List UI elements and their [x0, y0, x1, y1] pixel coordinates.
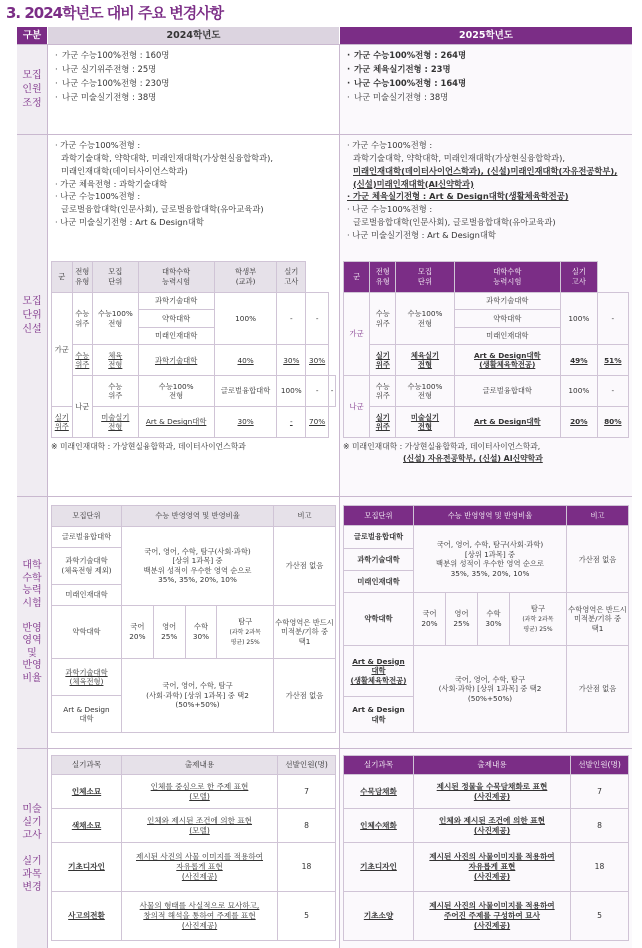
th: 모집단위 [52, 506, 122, 527]
cell: 미래인재대학 [454, 327, 561, 345]
cell [414, 593, 446, 645]
cell-na: 나군 [344, 376, 370, 438]
art-count: 8 [571, 809, 629, 843]
new-unit-line: · 나군 수능100%전형 : [347, 204, 433, 215]
v: 25% [161, 631, 178, 641]
art-count: 5 [278, 892, 336, 941]
cell: 과학기술대학 [138, 292, 214, 310]
note-2025 [343, 441, 629, 464]
th: 출제내용 [414, 756, 571, 775]
unit-table-header: 전형 유형 [72, 262, 93, 293]
cell: 30% [277, 345, 306, 376]
cell: 수학영역은 반드시 미적분/기하 중 택1 [274, 605, 336, 659]
art-row [344, 892, 629, 941]
cell: 글로벌융합대학 [52, 526, 122, 547]
art-row [344, 775, 629, 809]
cell: 국어, 영어, 수학, 탐구(사회·과학) [상위 1과목] 중 백분위 성적이 우수한 영역 순으로 35%, 35%, 20%, 10% [414, 526, 567, 593]
v: 30% [485, 618, 502, 628]
e: 영어 [454, 609, 469, 619]
cell [509, 593, 566, 645]
t: 탐구 [530, 604, 546, 614]
cell: 100% [561, 376, 598, 407]
v: (과학 2과목 평균) 25% [229, 628, 261, 646]
cell: 국어, 영어, 수학, 탐구 (사회·과학) [상위 1과목] 중 택2 (50%+50%) [122, 659, 274, 733]
cell: 국어, 영어, 수학, 탐구 (사회·과학) [상위 1과목] 중 택2 (50%+50%) [414, 645, 567, 732]
note-2025-line1: ※ 미래인재대학 : 가상현실융합학과, 데이터사이언스학과, [343, 442, 541, 451]
quota-item: · 나군 미술실기전형 : 38명 [346, 91, 626, 105]
cell [185, 605, 217, 659]
unit-table-header: 모집 단위 [93, 262, 139, 293]
page-title: 3. 2024학년도 대비 주요 변경사항 [6, 4, 224, 22]
unit-table-2024 [51, 261, 336, 438]
v: 25% [453, 618, 470, 628]
cell: 80% [597, 407, 628, 438]
cell: - [329, 376, 336, 407]
v: 20% [129, 631, 146, 641]
header-2025: 2025학년도 [339, 27, 632, 44]
new-unit-line: · 가군 체육전형 : 과학기술대학 [55, 178, 168, 189]
art-table-2024 [51, 755, 336, 941]
cell: - [277, 292, 306, 345]
unit-table-header: 실기 고사 [277, 262, 306, 293]
cell [477, 593, 509, 645]
art-content: 제시된 사진의 사물 이미지를 적용하여 자유롭게 표현 (사진제공) [122, 843, 278, 892]
art-table-2025 [343, 755, 629, 941]
art-count: 5 [571, 892, 629, 941]
art-exam-2025 [339, 748, 632, 948]
cell: 과학기술대학 [344, 548, 414, 570]
cell-ga: 가군 [344, 292, 370, 375]
unit-table-header: 군 [344, 262, 370, 293]
cell: 가산점 없음 [274, 526, 336, 605]
cell: Art & Design 대학 [344, 697, 414, 733]
cell: 약학대학 [454, 310, 561, 328]
art-subject: 수묵담채화 [344, 775, 414, 809]
cell: 70% [306, 407, 329, 438]
quota-item: · 가군 수능100%전형 : 160명 [54, 49, 333, 63]
cell: 미래인재대학 [138, 327, 214, 345]
art-row [52, 809, 336, 843]
cell: 30% [214, 407, 277, 438]
unit-table-header: 전형 유형 [370, 262, 396, 293]
new-unit-line: 과학기술대학, 약학대학, 미래인재대학(가상현실융합학과), [61, 152, 274, 163]
cell: 약학대학 [138, 310, 214, 328]
header-category: 구분 [17, 27, 47, 44]
cell: 가산점 없음 [274, 659, 336, 733]
quota-2025 [339, 44, 632, 134]
cell: 국어, 영어, 수학, 탐구(사회·과학) [상위 1과목] 중 백분위 성적이 우수한 영역 순으로 35%, 35%, 20%, 10% [122, 526, 274, 605]
art-subject: 기초디자인 [52, 843, 122, 892]
cell: 실기 위주 [370, 407, 396, 438]
cell: - [597, 376, 628, 407]
new-unit-line: 과학기술대학, 약학대학, 미래인재대학(가상현실융합학과), [353, 152, 566, 163]
cell [122, 605, 154, 659]
th: 선발인원(명) [278, 756, 336, 775]
cell: Art & Design대학 [138, 407, 214, 438]
art-count: 7 [278, 775, 336, 809]
th: 수능 반영영역 및 반영비율 [414, 506, 567, 526]
cell: 미술실기 전형 [93, 407, 139, 438]
row-label-new-units: 모집 단위 신설 [17, 134, 47, 496]
art-subject: 기초디자인 [344, 843, 414, 892]
art-subject: 인체소묘 [52, 775, 122, 809]
cell: 수능100% 전형 [396, 292, 454, 345]
v: (과학 2과목 평균) 25% [522, 615, 554, 633]
cell-na: 나군 [72, 376, 93, 438]
quota-item: · 나군 수능100%전형 : 230명 [54, 77, 333, 91]
cell: 가산점 없음 [567, 526, 629, 593]
cell: 수능 위주 [93, 376, 139, 407]
cell: 40% [214, 345, 277, 376]
k: 국어 [422, 609, 437, 619]
new-unit-line: · 나군 미술실기전형 : Art & Design대학 [55, 217, 204, 228]
cell: 수학영역은 반드시 미적분/기하 중 택1 [567, 593, 629, 645]
csat-2025 [339, 496, 632, 748]
cell: - [306, 376, 329, 407]
th: 선발인원(명) [571, 756, 629, 775]
cell: Art & Design대학 (생활체육학전공) [454, 345, 561, 376]
art-subject: 사고의전환 [52, 892, 122, 941]
cell: 100% [277, 376, 306, 407]
csat-table-2024 [51, 505, 336, 733]
cell: Art & Design 대학 [52, 696, 122, 733]
cell [153, 605, 185, 659]
art-row [52, 843, 336, 892]
v: 20% [421, 618, 438, 628]
art-row [344, 843, 629, 892]
new-unit-line: 글로벌융합대학(인문사회), 글로벌융합대학(유아교육과) [61, 204, 264, 215]
csat-table-2025 [343, 505, 629, 733]
th: 수능 반영영역 및 반영비율 [122, 506, 274, 527]
th: 비고 [567, 506, 629, 526]
cell: - [277, 407, 306, 438]
art-subject: 색채소묘 [52, 809, 122, 843]
cell: - [306, 292, 329, 345]
cell: 미래인재대학 [344, 570, 414, 592]
csat-2024 [47, 496, 339, 748]
art-subject: 인체수채화 [344, 809, 414, 843]
quota-item: · 가군 체육실기전형 : 23명 [346, 63, 626, 77]
cell: 49% [561, 345, 598, 376]
note-2024: ※ 미래인재대학 : 가상현실융합학과, 데이터사이언스학과 [51, 442, 246, 451]
cell: 100% [561, 292, 598, 345]
art-content: 사물의 형태를 사실적으로 묘사하고, 창의적 해석을 통하여 주제를 표현 (사진제공) [122, 892, 278, 941]
m: 수학 [486, 609, 501, 619]
note-2025-line2: (신설) 자유전공학부, (신설) AI신약학과 [403, 453, 543, 463]
art-count: 8 [278, 809, 336, 843]
cell: 100% [214, 292, 277, 345]
cell: 체육 전형 [93, 345, 139, 376]
cell: 체육실기 전형 [396, 345, 454, 376]
cell [217, 605, 274, 659]
cell: Art & Design대학 [454, 407, 561, 438]
quota-item: · 나군 실기위주전형 : 25명 [54, 63, 333, 77]
cell: 글로벌융합대학 [214, 376, 277, 407]
th: 출제내용 [122, 756, 278, 775]
cell: 30% [306, 345, 329, 376]
quota-2024 [47, 44, 339, 134]
cell [445, 593, 477, 645]
cell: 수능 위주 [72, 292, 93, 345]
e: 영어 [162, 622, 177, 632]
cell: 20% [561, 407, 598, 438]
row-label-art-exam: 미술 실기 고사 실기 과목 변경 [17, 748, 47, 948]
cell: 실기 위주 [370, 345, 396, 376]
new-unit-line: (신설)미래인재대학(AI신약학과) [353, 178, 474, 189]
art-count: 7 [571, 775, 629, 809]
th: 실기과목 [344, 756, 414, 775]
art-content: 인체와 제시된 조건에 의한 표현 (사진제공) [414, 809, 571, 843]
art-exam-2024 [47, 748, 339, 948]
cell: 수능100% 전형 [138, 376, 214, 407]
cell: 약학대학 [344, 593, 414, 645]
header-2024: 2024학년도 [47, 27, 339, 44]
cell: 수능 위주 [72, 345, 93, 376]
cell-ga: 가군 [52, 292, 73, 406]
unit-table-header: 학생부 (교과) [214, 262, 277, 293]
art-count: 18 [571, 843, 629, 892]
cell: 실기 위주 [52, 407, 73, 438]
art-content: 제시된 정물을 수묵담채화로 표현 (사진제공) [414, 775, 571, 809]
row-label-csat: 대학 수학 능력 시험 반영 영역 및 반영 비율 [17, 496, 47, 748]
art-row [52, 892, 336, 941]
cell: 글로벌융합대학 [344, 526, 414, 548]
new-units-2024 [47, 134, 339, 496]
th: 모집단위 [344, 506, 414, 526]
quota-item: · 가군 수능100%전형 : 264명 [346, 49, 626, 63]
new-units-2025 [339, 134, 632, 496]
unit-table-2025 [343, 261, 629, 438]
new-unit-line: · 가군 수능100%전형 : [347, 140, 433, 150]
row-label-quota: 모집 인원 조정 [17, 44, 47, 134]
art-row [52, 775, 336, 809]
cell: 과학기술대학 (체육전형) [52, 659, 122, 696]
t: 탐구 [238, 617, 253, 627]
cell: 과학기술대학 [138, 345, 214, 376]
new-unit-line: 미래인재대학(데이터사이언스학과), (신설)미래인재대학(자유전공학부), [353, 165, 618, 176]
unit-table-header: 대학수학 능력시험 [138, 262, 214, 293]
art-content: 인체와 제시된 조건에 의한 표현 (모델) [122, 809, 278, 843]
art-subject: 기초소양 [344, 892, 414, 941]
cell: 미래인재대학 [52, 584, 122, 605]
quota-item: · 나군 수능100%전형 : 164명 [346, 77, 626, 91]
art-content: 제시된 사진의 사물이미지를 적용하여 자유롭게 표현 (사진제공) [414, 843, 571, 892]
new-unit-line: · 나군 수능100%전형 : [55, 191, 141, 202]
unit-table-header: 군 [52, 262, 73, 293]
cell: 수능 위주 [370, 376, 396, 407]
cell: 글로벌융합대학 [454, 376, 561, 407]
cell: - [597, 292, 628, 345]
th: 비고 [274, 506, 336, 527]
cell: 과학기술대학 [454, 292, 561, 310]
cell: 수능100% 전형 [93, 292, 139, 345]
m: 수학 [193, 622, 208, 632]
k: 국어 [130, 622, 145, 632]
art-content: 제시된 사진의 사물이미지를 적용하여 주어진 주제를 구성하여 묘사 (사진제공) [414, 892, 571, 941]
cell: Art & Design 대학 (생활체육학전공) [344, 645, 414, 696]
comparison-table [17, 27, 632, 948]
cell: 미술실기 전형 [396, 407, 454, 438]
cell: 약학대학 [52, 605, 122, 659]
unit-table-header: 모집 단위 [396, 262, 454, 293]
cell: 수능100% 전형 [396, 376, 454, 407]
v: 30% [192, 631, 210, 641]
new-unit-line: · 가군 수능100%전형 : [55, 140, 141, 150]
art-count: 18 [278, 843, 336, 892]
art-content: 인체를 중심으로 한 주제 표현 (모델) [122, 775, 278, 809]
cell: 수능 위주 [370, 292, 396, 345]
new-unit-line: · 나군 미술실기전형 : Art & Design대학 [347, 230, 496, 241]
unit-table-header: 실기 고사 [561, 262, 598, 293]
unit-table-header: 대학수학 능력시험 [454, 262, 561, 293]
new-unit-line: · 가군 체육실기전형 : Art & Design대학(생활체육학전공) [347, 191, 569, 202]
cell: 51% [597, 345, 628, 376]
cell: 가산점 없음 [567, 645, 629, 732]
quota-item: · 나군 미술실기전형 : 38명 [54, 91, 333, 105]
cell: 과학기술대학 (체육전형 제외) [52, 547, 122, 584]
art-row [344, 809, 629, 843]
new-unit-line: 미래인재대학(데이터사이언스학과) [61, 165, 188, 176]
new-unit-line: 글로벌융합대학(인문사회), 글로벌융합대학(유아교육과) [353, 217, 556, 228]
th: 실기과목 [52, 756, 122, 775]
